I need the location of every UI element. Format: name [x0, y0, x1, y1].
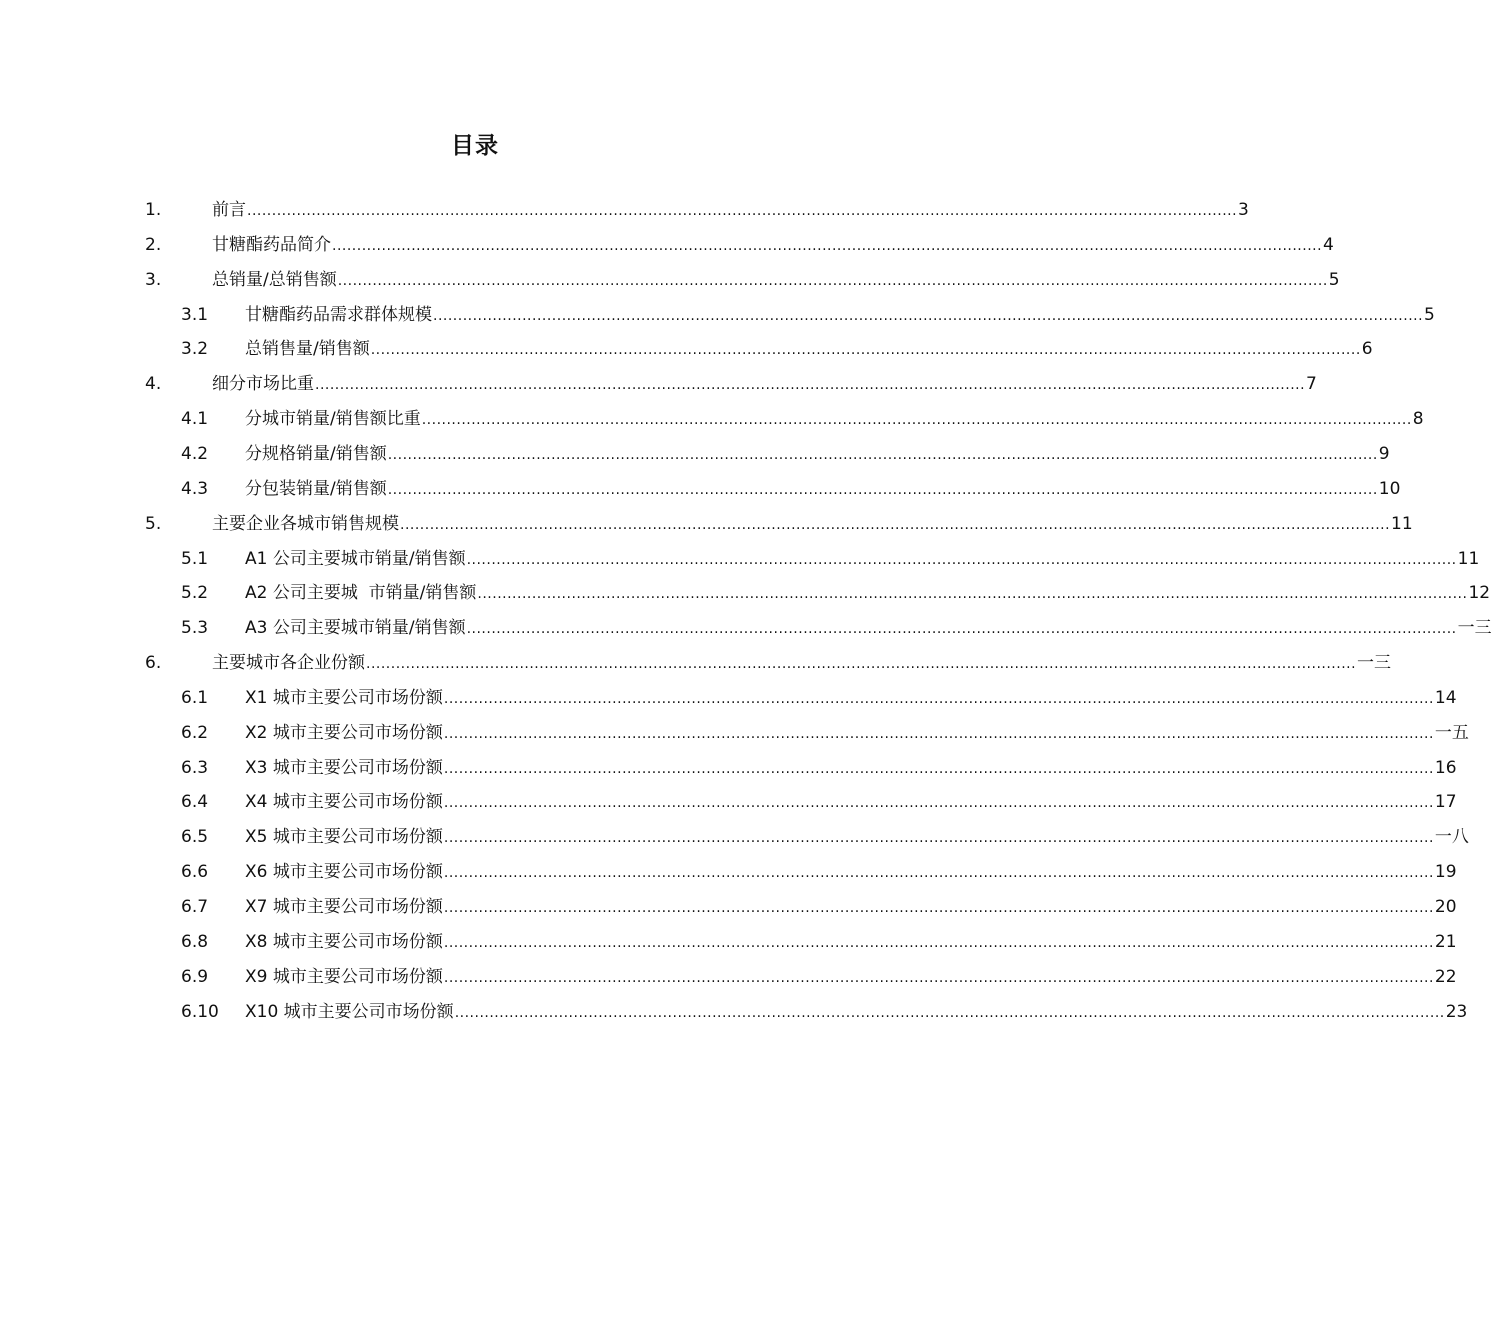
toc-dot-leader: ........................................................................................................................................................................................................ — [443, 690, 1434, 707]
toc-entry-line — [245, 332, 1373, 367]
toc-entry-number: 3.2 — [181, 339, 209, 360]
toc-entry-number: 6.5 — [181, 827, 209, 848]
toc-entry-page: 9 — [1378, 443, 1390, 464]
toc-dot-leader: ........................................................................................................................................................................................................ — [387, 446, 1378, 463]
toc-entry-line — [245, 995, 1468, 1030]
toc-entry-line — [245, 785, 1457, 820]
toc-entry-line — [212, 646, 1392, 681]
toc-entry-label: X7 城市主要公司市场份额 — [245, 897, 443, 917]
toc-entry-line — [212, 228, 1334, 263]
toc-dot-leader: ........................................................................................................................................................................................................ — [443, 934, 1434, 951]
toc-dot-leader: ........................................................................................................................................................................................................ — [466, 551, 1457, 568]
toc-dot-leader: ........................................................................................................................................................................................................ — [421, 412, 1412, 429]
toc-entry[interactable] — [0, 820, 1469, 854]
toc-entry-line — [245, 298, 1435, 333]
toc-entry-label: 分规格销量/销售额 — [245, 443, 387, 464]
toc-entry-number: 5.1 — [181, 548, 209, 569]
toc-dot-leader: ........................................................................................................................................................................................................ — [454, 1004, 1445, 1021]
toc-entry-line — [245, 890, 1457, 925]
toc-entry-page: 21 — [1434, 931, 1457, 952]
toc-entry-line — [245, 402, 1424, 437]
toc-entry-label: 主要城市各企业份额 — [212, 653, 365, 674]
toc-entry-page: 14 — [1434, 687, 1457, 708]
toc-entry-number: 6.8 — [181, 931, 209, 952]
toc-entry-number: 6.9 — [181, 966, 209, 987]
toc-dot-leader: ........................................................................................................................................................................................................ — [443, 760, 1434, 777]
toc-entry-number: 6.1 — [181, 687, 209, 708]
toc-entry-line — [245, 611, 1492, 646]
toc-entry-line — [212, 367, 1317, 402]
toc-dot-leader: ........................................................................................................................................................................................................ — [466, 621, 1457, 638]
toc-entry-number: 4.1 — [181, 409, 209, 430]
toc-entry-page: 5 — [1424, 304, 1435, 325]
toc-entry-line — [245, 542, 1480, 577]
toc-entry-line — [245, 681, 1457, 716]
toc-entry-number: 3.1 — [181, 304, 209, 325]
toc-entry-label: A2 公司主要城 市销量/销售额 — [245, 583, 477, 604]
toc-entry-label: X4 城市主要公司市场份额 — [245, 792, 443, 813]
toc-entry-line — [212, 507, 1413, 542]
toc-entry[interactable] — [0, 542, 1480, 576]
toc-dot-leader: ........................................................................................................................................................................................................ — [337, 272, 1328, 289]
toc-entry-label: X5 城市主要公司市场份额 — [245, 827, 443, 848]
toc-entry-number: 4.3 — [181, 478, 209, 499]
toc-title: 目录 — [451, 133, 499, 159]
toc-entry-line — [245, 472, 1401, 507]
toc-entry-number: 2. — [145, 234, 162, 255]
toc-entry[interactable] — [0, 681, 1457, 715]
toc-entry-page: 10 — [1378, 478, 1401, 499]
toc-entry-line — [245, 820, 1469, 855]
toc-entry[interactable] — [0, 646, 1392, 680]
toc-entry-label: X1 城市主要公司市场份额 — [245, 687, 443, 708]
toc-entry-number: 4.2 — [181, 443, 209, 464]
toc-dot-leader: ........................................................................................................................................................................................................ — [387, 481, 1378, 498]
toc-entry-label: A3 公司主要城市销量/销售额 — [245, 618, 466, 639]
toc-entry[interactable] — [0, 402, 1424, 436]
toc-entry-line — [245, 437, 1390, 472]
toc-entry-label: 细分市场比重 — [212, 374, 314, 395]
toc-entry-label: X9 城市主要公司市场份额 — [245, 966, 443, 987]
toc-entry-number: 6.10 — [181, 1001, 219, 1022]
toc-entry-page: 4 — [1323, 234, 1334, 255]
toc-entry-page: 一三 — [1357, 653, 1392, 674]
toc-entry[interactable] — [0, 890, 1457, 924]
toc-dot-leader: ........................................................................................................................................................................................................ — [366, 656, 1357, 673]
toc-entry-page: 一三 — [1457, 618, 1492, 639]
toc-entry[interactable] — [0, 437, 1390, 471]
toc-entry-label: 总销量/总销售额 — [212, 269, 337, 290]
toc-dot-leader: ........................................................................................................................................................................................................ — [247, 203, 1238, 219]
toc-entry-number: 1. — [145, 200, 162, 220]
toc-entry-page: 6 — [1361, 339, 1373, 360]
toc-dot-leader: ........................................................................................................................................................................................................ — [443, 865, 1434, 882]
toc-dot-leader: ........................................................................................................................................................................................................ — [433, 307, 1424, 324]
toc-entry-number: 6.3 — [181, 757, 209, 778]
toc-dot-leader: ........................................................................................................................................................................................................ — [332, 237, 1323, 254]
toc-dot-leader: ........................................................................................................................................................................................................ — [477, 586, 1468, 603]
toc-entry[interactable] — [0, 611, 1492, 645]
toc-entry-page: 11 — [1457, 548, 1480, 569]
toc-entry-line — [212, 193, 1249, 228]
toc-entry-line — [245, 716, 1469, 751]
toc-entry-number: 6.4 — [181, 792, 209, 813]
toc-entry-page: 5 — [1328, 269, 1340, 290]
toc-entry[interactable] — [0, 472, 1401, 506]
toc-entry-number: 4. — [145, 374, 162, 395]
toc-dot-leader: ........................................................................................................................................................................................................ — [443, 830, 1434, 847]
toc-dot-leader: ........................................................................................................................................................................................................ — [443, 900, 1434, 916]
toc-dot-leader: ........................................................................................................................................................................................................ — [443, 795, 1434, 812]
toc-entry-number: 5. — [145, 513, 162, 534]
toc-entry-line — [245, 855, 1457, 890]
toc-entry-label: X6 城市主要公司市场份额 — [245, 862, 443, 883]
toc-entry-page: 7 — [1306, 374, 1317, 395]
toc-entry[interactable] — [0, 193, 1249, 227]
toc-dot-leader: ........................................................................................................................................................................................................ — [443, 725, 1434, 742]
toc-entry-page: 11 — [1391, 513, 1413, 534]
toc-entry-label: X3 城市主要公司市场份额 — [245, 757, 443, 778]
toc-entry[interactable] — [0, 367, 1317, 401]
toc-entry-page: 19 — [1434, 862, 1457, 883]
toc-dot-leader: ........................................................................................................................................................................................................ — [315, 377, 1306, 394]
toc-entry-label: 分城市销量/销售额比重 — [245, 409, 421, 430]
toc-entry-line — [245, 751, 1457, 786]
toc-entry[interactable] — [0, 263, 1340, 297]
toc-entry-label: X8 城市主要公司市场份额 — [245, 931, 443, 952]
toc-entry[interactable] — [0, 332, 1373, 366]
toc-entry[interactable] — [0, 298, 1435, 332]
toc-entry-number: 6.6 — [181, 862, 209, 883]
toc-dot-leader: ........................................................................................................................................................................................................ — [400, 516, 1391, 533]
toc-entry-page: 3 — [1238, 200, 1249, 220]
toc-entry-line — [245, 925, 1457, 960]
toc-entry-label: 甘糖酯药品简介 — [212, 234, 331, 255]
toc-entry-label: 分包装销量/销售额 — [245, 478, 387, 499]
toc-entry-label: X10 城市主要公司市场份额 — [245, 1001, 454, 1022]
toc-entry-number: 6.2 — [181, 722, 209, 743]
toc-entry-label: 甘糖酯药品需求群体规模 — [245, 304, 432, 325]
toc-entry-page: 一八 — [1434, 827, 1469, 848]
toc-entry-page: 17 — [1434, 792, 1457, 813]
toc-dot-leader: ........................................................................................................................................................................................................ — [443, 969, 1434, 986]
toc-entry-page: 12 — [1468, 583, 1491, 604]
toc-entry[interactable] — [0, 751, 1457, 785]
toc-entry-page: 一五 — [1434, 722, 1469, 743]
toc-entry-number: 5.3 — [181, 618, 209, 639]
toc-entry-line — [212, 263, 1340, 298]
toc-entry[interactable] — [0, 576, 1491, 610]
toc-entry-label: A1 公司主要城市销量/销售额 — [245, 548, 466, 569]
toc-entry-number: 3. — [145, 269, 162, 290]
toc-entry-label: 前言 — [212, 200, 246, 220]
toc-entry-number: 6. — [145, 653, 162, 674]
toc-entry[interactable] — [0, 855, 1457, 889]
toc-entry-page: 16 — [1434, 757, 1457, 778]
toc-entry-number: 5.2 — [181, 583, 209, 604]
toc-entry[interactable] — [0, 995, 1468, 1029]
toc-entry-label: X2 城市主要公司市场份额 — [245, 722, 443, 743]
toc-entry[interactable] — [0, 925, 1457, 959]
toc-entry-page: 22 — [1434, 966, 1457, 987]
toc-entry-number: 6.7 — [181, 897, 209, 917]
toc-dot-leader: ........................................................................................................................................................................................................ — [370, 342, 1361, 359]
toc-entry-page: 23 — [1445, 1001, 1468, 1022]
toc-entry[interactable] — [0, 228, 1334, 262]
toc-entry[interactable] — [0, 507, 1413, 541]
toc-entry[interactable] — [0, 960, 1457, 994]
toc-entry-line — [245, 576, 1491, 611]
toc-entry-page: 20 — [1434, 897, 1457, 917]
toc-entry-line — [245, 960, 1457, 995]
toc-entry-page: 8 — [1412, 409, 1424, 430]
toc-entry-label: 主要企业各城市销售规模 — [212, 513, 399, 534]
toc-entry[interactable] — [0, 716, 1469, 750]
toc-entry[interactable] — [0, 785, 1457, 819]
toc-entry-label: 总销售量/销售额 — [245, 339, 370, 360]
